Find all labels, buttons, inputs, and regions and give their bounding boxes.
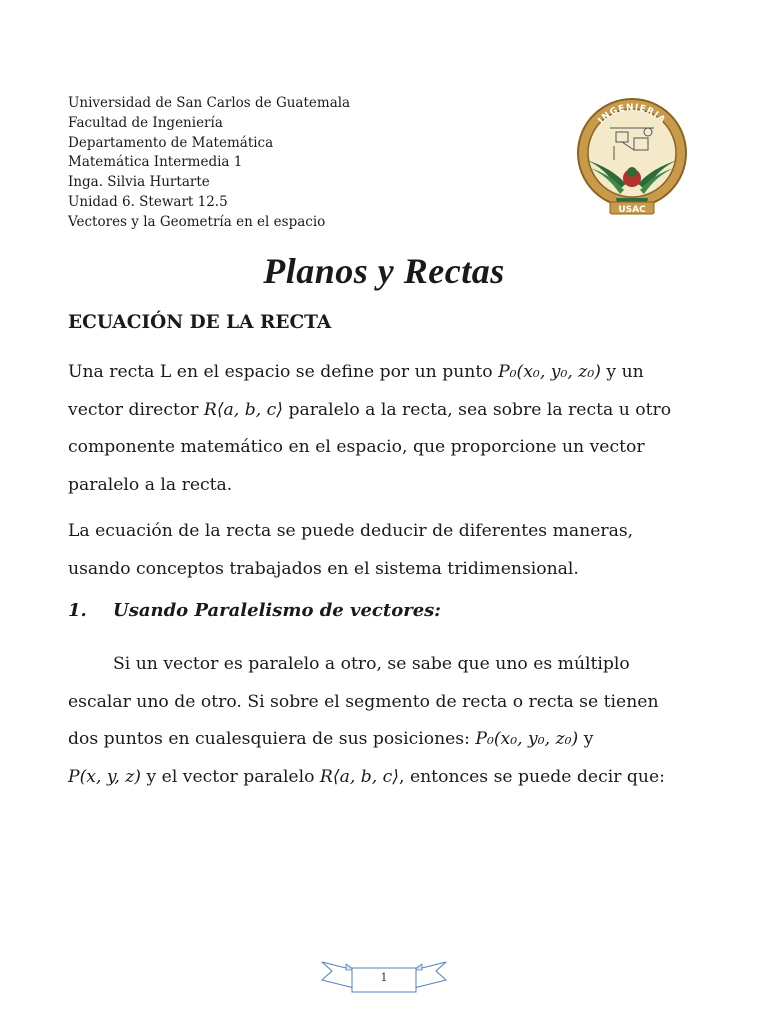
- point-p0-formula: P₀(x₀, y₀, z₀): [498, 362, 601, 382]
- vector-r-formula: R⟨a, b, c⟩: [203, 399, 283, 420]
- paragraph-line-equation: La ecuación de la recta se puede deducir de diferentes maneras, usando conceptos trabajados en el sistema tridimensional.: [68, 521, 634, 579]
- header-unit: Unidad 6. Stewart 12.5: [68, 193, 228, 210]
- document-header: [68, 94, 350, 233]
- page-number: 1: [380, 971, 388, 984]
- section-heading: ECUACIÓN DE LA RECTA: [68, 312, 332, 333]
- header-university: Universidad de San Carlos de Guatemala: [68, 95, 351, 111]
- vector-r-formula: R⟨a, b, c⟩: [319, 766, 400, 787]
- header-topic: Vectores y la Geometría en el espacio: [68, 213, 326, 230]
- header-course: Matemática Intermedia 1: [68, 154, 243, 171]
- header-faculty: Facultad de Ingeniería: [68, 114, 223, 131]
- subheading-text: Usando Paralelismo de vectores:: [113, 600, 441, 621]
- paragraph-parallel-vectors: Si un vector es paralelo a otro, se sabe que uno es múltiplo escalar uno de otro. Si sobre el segmento de recta o recta se tienen dos puntos en cualesquiera de sus posiciones: P₀(x₀, y₀, z₀) y P(x, y, z) y el vector paralelo R⟨a, b, c⟩, entonces se puede decir que:: [68, 654, 665, 787]
- point-p-formula: P(x, y, z): [68, 766, 142, 787]
- subheading-number: 1.: [68, 600, 87, 621]
- header-department: Departamento de Matemática: [68, 134, 274, 151]
- svg-text:USAC: USAC: [618, 205, 646, 215]
- paragraph-line-definition: Una recta L en el espacio se define por un punto P₀(x₀, y₀, z₀) y un vector director R⟨a, b, c⟩ paralelo a la recta, sea sobre la recta u otro componente matemático en el espacio, que proporcione un vector paralelo a la recta.: [68, 362, 672, 495]
- subheading-parallelism: [68, 600, 441, 621]
- point-p0-formula: P₀(x₀, y₀, z₀): [475, 729, 579, 749]
- svg-text:INGENIERIA: INGENIERIA: [596, 102, 668, 126]
- usac-engineering-seal-logo: [576, 98, 688, 216]
- document-title: Planos y Rectas: [263, 251, 505, 291]
- header-instructor: Inga. Silvia Hurtarte: [68, 174, 210, 191]
